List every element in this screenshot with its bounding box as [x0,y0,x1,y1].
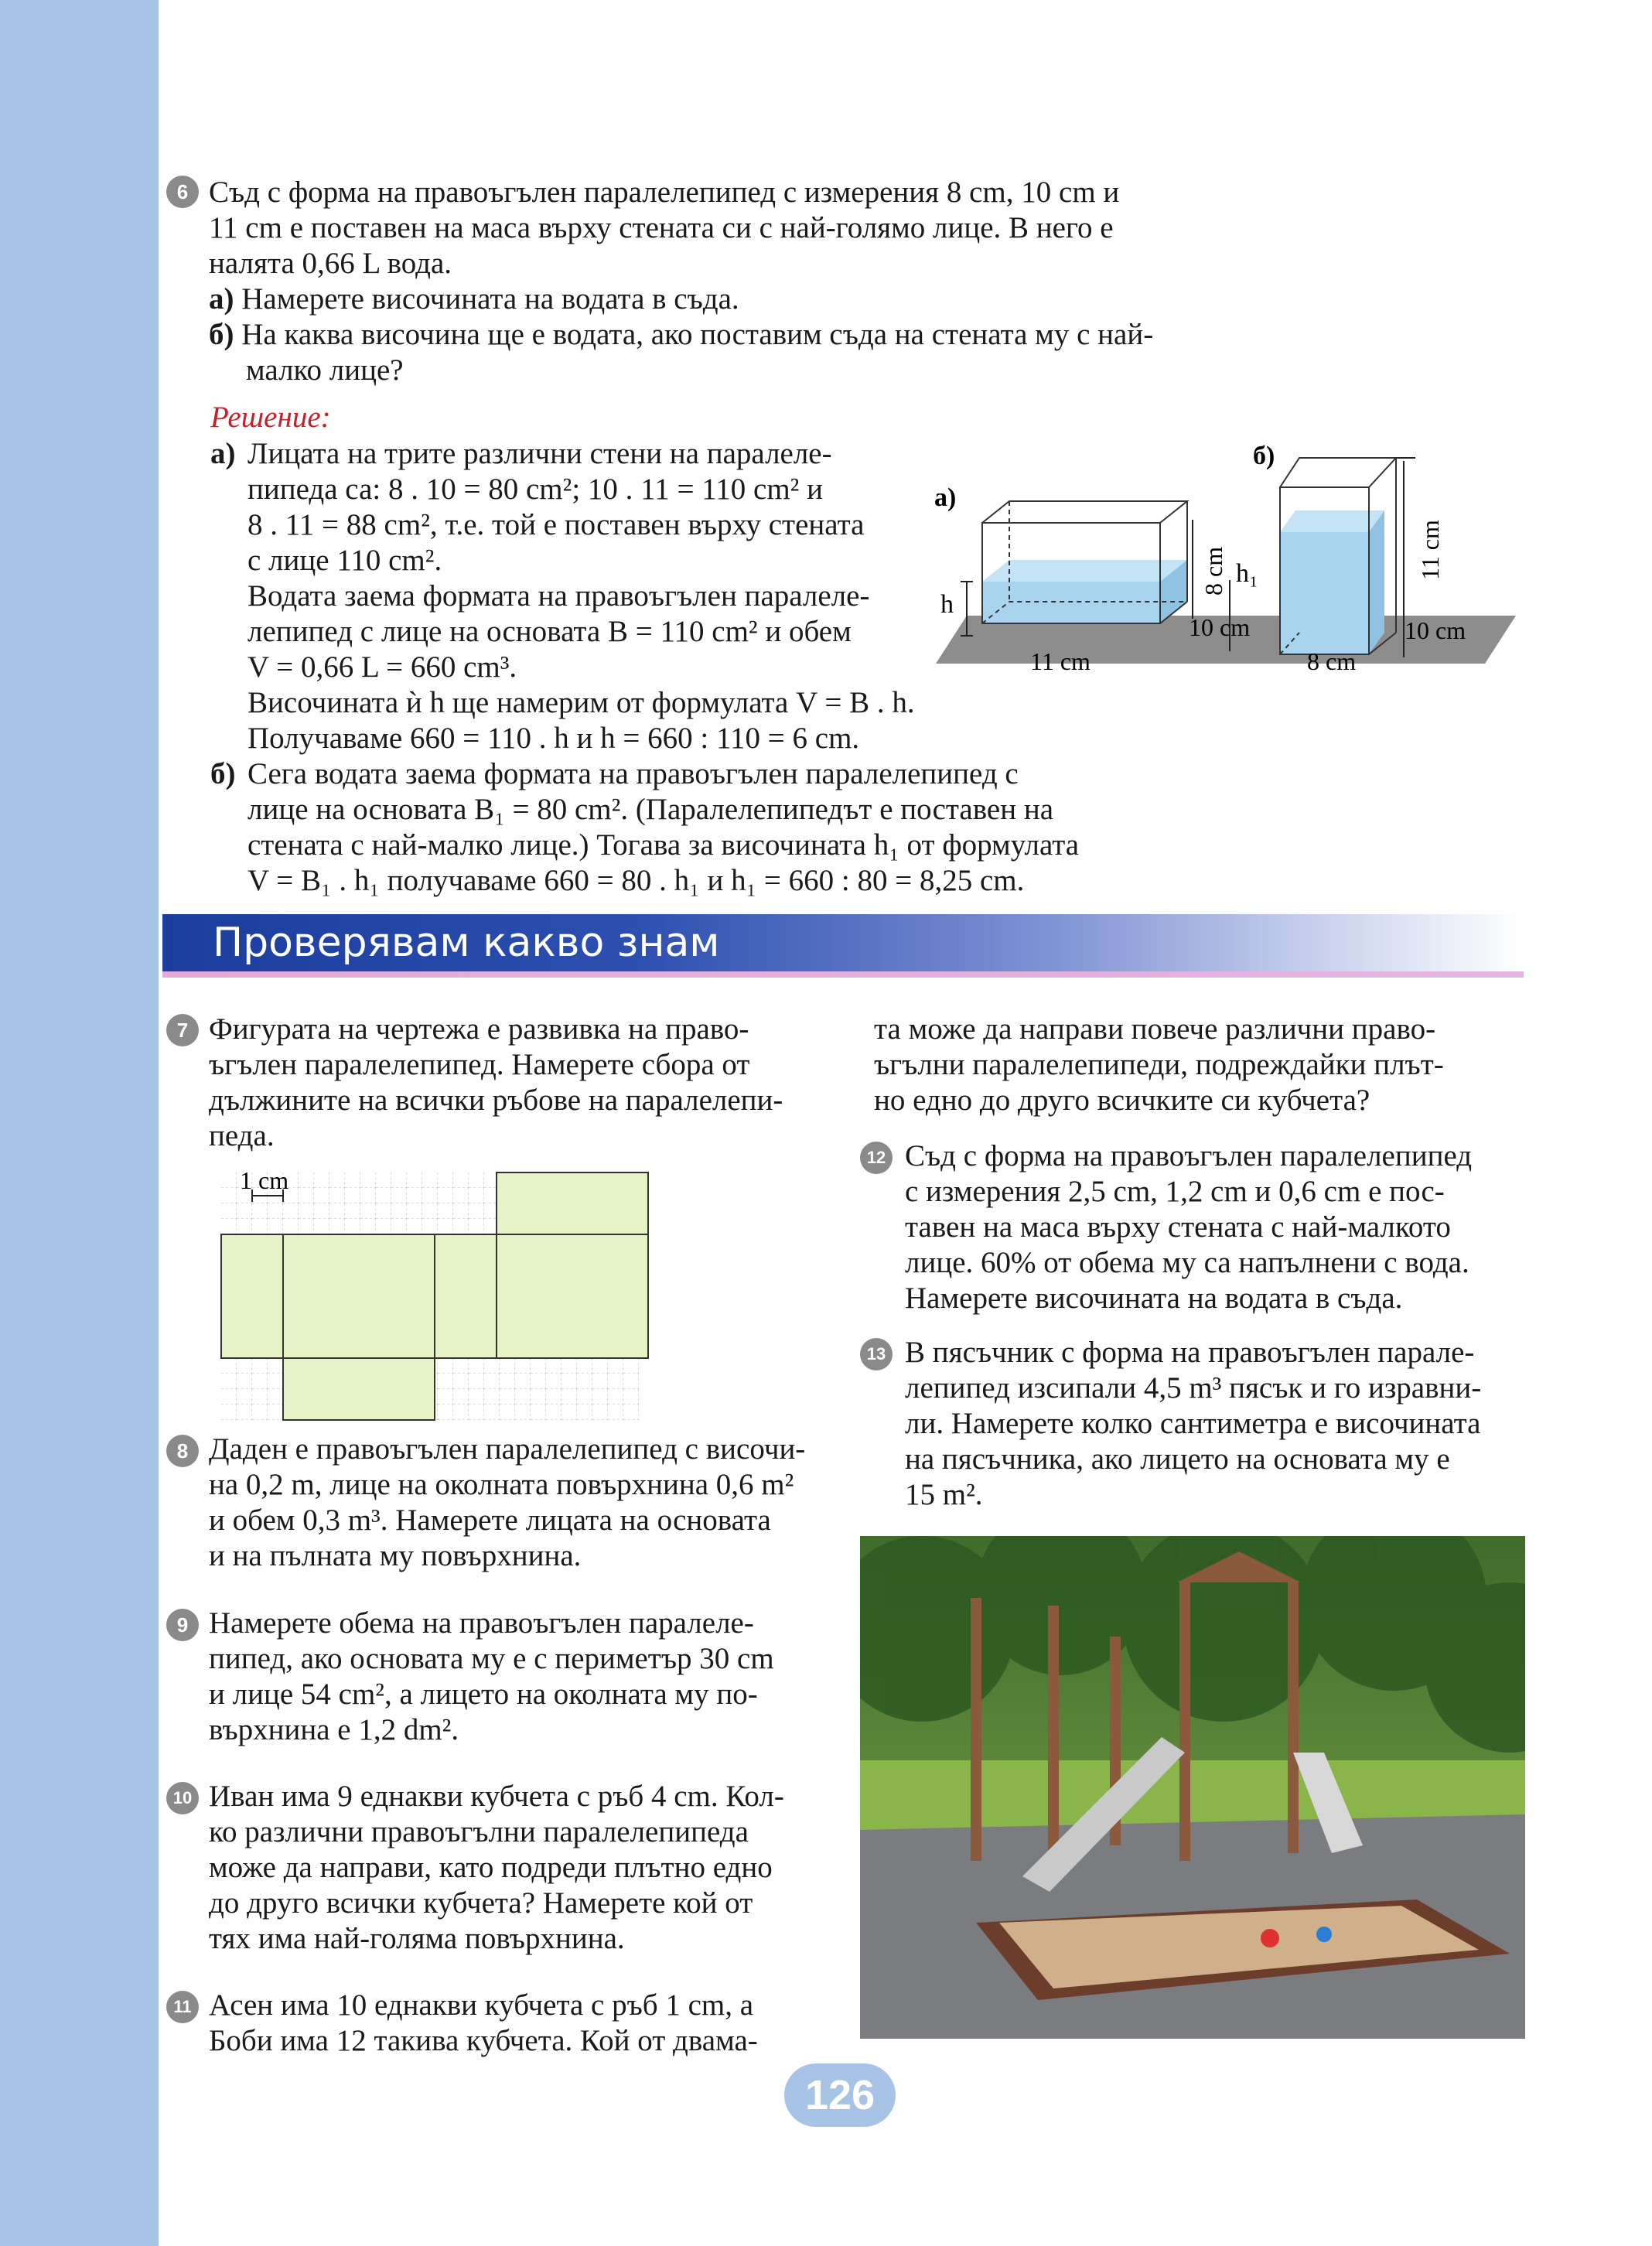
problem-13-line: ли. Намерете колко сантиметра е височината [905,1407,1481,1440]
problem-11-continued [874,1012,1524,1118]
problem-8-line: и обем 0,3 m³. Намерете лицата на основата [209,1504,771,1537]
problem-13 [905,1335,1524,1513]
dim-10cm-a: 10 cm [1189,613,1251,641]
problem-number-7: 7 [166,1014,199,1046]
solution-a-line: Водата заема формата на правоъгълен паралеле- [247,579,870,613]
solution-b-label: б) [210,757,236,790]
problem-11-line: Боби има 12 такива кубчета. Кой от двама- [209,2024,758,2057]
problem-number-11: 11 [166,1991,199,2023]
solution-a-line: Височината ѝ h ще намерим от формулата V = B . h. [247,686,915,719]
net-face [283,1234,435,1358]
water-front-b [1280,532,1369,654]
figure-b-label: б) [1253,442,1275,470]
problem-6-line: налята 0,66 L вода. [209,247,452,280]
solution-b-line: стената с най-малко лице.) Тогава за височината h₁ от формулата [247,828,1080,862]
problem-10-line: ко различни правоъгълни паралелепипеда [209,1815,749,1848]
water-side-b [1369,510,1384,654]
problem-11-line: та може да направи повече различни право- [874,1012,1436,1046]
problem-10-line: до друго всички кубчета? Намерете кой от [209,1886,753,1920]
problem-number-6: 6 [166,176,199,208]
solution-a-line: 8 . 11 = 88 cm², т.е. той е поставен върху стената [247,508,865,541]
dim-8cm: 8 cm [1200,546,1227,596]
problem-9-line: и лице 54 cm², а лицето на околната му по- [209,1678,758,1711]
part-a-text: Намерете височината на водата в съда. [241,282,739,316]
problem-10-line: тях има най-голяма повърхнина. [209,1922,625,1955]
solution-heading: Решение: [210,401,331,434]
label-h1: h₁ [1236,559,1258,588]
problem-9-line: върхнина е 1,2 dm². [209,1713,459,1746]
net-face [497,1172,648,1234]
scale-label: 1 cm [240,1166,289,1194]
problem-6 [209,175,1191,388]
solution-b-line: V = B₁ . h₁ получаваме 660 = 80 . h₁ и h₁ = 660 : 80 = 8,25 cm. [247,864,1025,897]
net-face [497,1234,648,1358]
problem-9-line: пипед, ако основата му е с периметър 30 cm [209,1642,774,1675]
label-h: h [940,590,954,619]
problem-number-8: 8 [166,1435,199,1467]
problem-12-line: лице. 60% от обема му са напълнени с вода. [905,1246,1469,1279]
dim-8cm-b: 8 cm [1307,647,1357,675]
page-number: 126 [784,2063,896,2127]
problem-7-line: дължините на всички ръбове на паралелепи- [209,1084,783,1117]
box-figures [913,433,1524,681]
net-figure [209,1160,657,1423]
problem-12 [905,1138,1524,1316]
problem-13-line: 15 m². [905,1478,983,1511]
problem-9-line: Намерете обема на правоъгълен паралеле- [209,1606,754,1640]
section-title: Проверявам какво знам [213,920,720,966]
problem-6-line: Съд с форма на правоъгълен паралелепипед с измерения 8 cm, 10 cm и [209,176,1120,209]
problem-7-line: педа. [209,1119,275,1152]
dim-11cm-b: 11 cm [1416,520,1444,580]
water-top [982,560,1187,582]
problem-8-line: и на пълната му повърхнина. [209,1539,582,1572]
solution-a-label: а) [210,437,236,470]
problem-number-12: 12 [860,1142,893,1174]
problem-11 [209,1988,824,2059]
net-face [435,1234,497,1358]
problem-7 [209,1012,824,1154]
dim-11cm-a: 11 cm [1030,647,1091,675]
problem-12-line: Намерете височината на водата в съда. [905,1282,1403,1315]
problem-10-line: може да направи, като подреди плътно едно [209,1851,773,1884]
dim-10cm-b: 10 cm [1405,616,1466,644]
solution-a-line: Получаваме 660 = 110 . h и h = 660 : 110 = 6 cm. [247,722,860,755]
playground-photo [860,1536,1525,2039]
solution-a-line: лепипед с лице на основата B = 110 cm² и обем [247,615,852,648]
part-b-text: На каква височина ще е водата, ако поставим съда на стената му с най-малко лице? [241,318,1154,387]
problem-6-line: 11 cm е поставен на маса върху стената си с най-голямо лице. В него е [209,211,1114,244]
solution-a-line: Лицата на трите различни стени на паралеле- [247,437,832,470]
problem-12-line: с измерения 2,5 cm, 1,2 cm и 0,6 cm е пос- [905,1175,1445,1208]
problem-8-line: Даден е правоъгълен паралелепипед с височи- [209,1432,806,1466]
problem-number-10: 10 [166,1782,199,1814]
problem-11-line: но едно до друго всичките си кубчета? [874,1084,1370,1117]
banner-underline [162,971,1524,978]
problem-10-line: Иван има 9 еднакви кубчета с ръб 4 cm. Кол- [209,1780,784,1813]
solution-a-line: пипеда са: 8 . 10 = 80 cm²; 10 . 11 = 110 cm² и [247,473,823,506]
net-face [221,1234,283,1358]
problem-8-line: на 0,2 m, лице на околната повърхнина 0,6 m² [209,1468,794,1501]
solution-a-line: с лице 110 cm². [247,544,442,577]
problem-7-line: ъгълен паралелепипед. Намерете сбора от [209,1048,750,1081]
problem-11-line: Асен има 10 еднакви кубчета с ръб 1 cm, а [209,1988,754,2022]
solution-b-line: Сега водата заема формата на правоъгълен паралелепипед с [247,757,1019,790]
problem-number-9: 9 [166,1609,199,1641]
problem-13-line: на пясъчника, ако лицето на основата му е [905,1442,1450,1476]
problem-9 [209,1606,824,1748]
page-sidebar [0,0,159,2246]
solution-part-a [210,436,984,756]
part-b-label: б) [209,318,234,351]
problem-13-line: лепипед изсипали 4,5 m³ пясък и го изравни- [905,1371,1482,1405]
problem-12-line: тавен на маса върху стената с най-малкото [905,1210,1451,1244]
net-face [283,1358,435,1420]
figure-a-label: а) [934,483,957,512]
problem-number-13: 13 [860,1338,893,1370]
problem-10 [209,1779,824,1957]
problem-8 [209,1432,824,1574]
problem-11-line: ъгълни паралелепипеди, подреждайки плът- [874,1048,1444,1081]
problem-13-line: В пясъчник с форма на правоъгълен парале- [905,1336,1475,1369]
solution-part-b [210,756,1169,899]
problem-7-line: Фигурата на чертежа е развивка на право- [209,1012,749,1046]
solution-a-line: V = 0,66 L = 660 cm³. [247,650,517,684]
part-a-label: а) [209,282,234,316]
solution-b-line: лице на основата B₁ = 80 cm². (Паралелепипедът е поставен на [247,793,1054,826]
problem-12-line: Съд с форма на правоъгълен паралелепипед [905,1139,1473,1172]
